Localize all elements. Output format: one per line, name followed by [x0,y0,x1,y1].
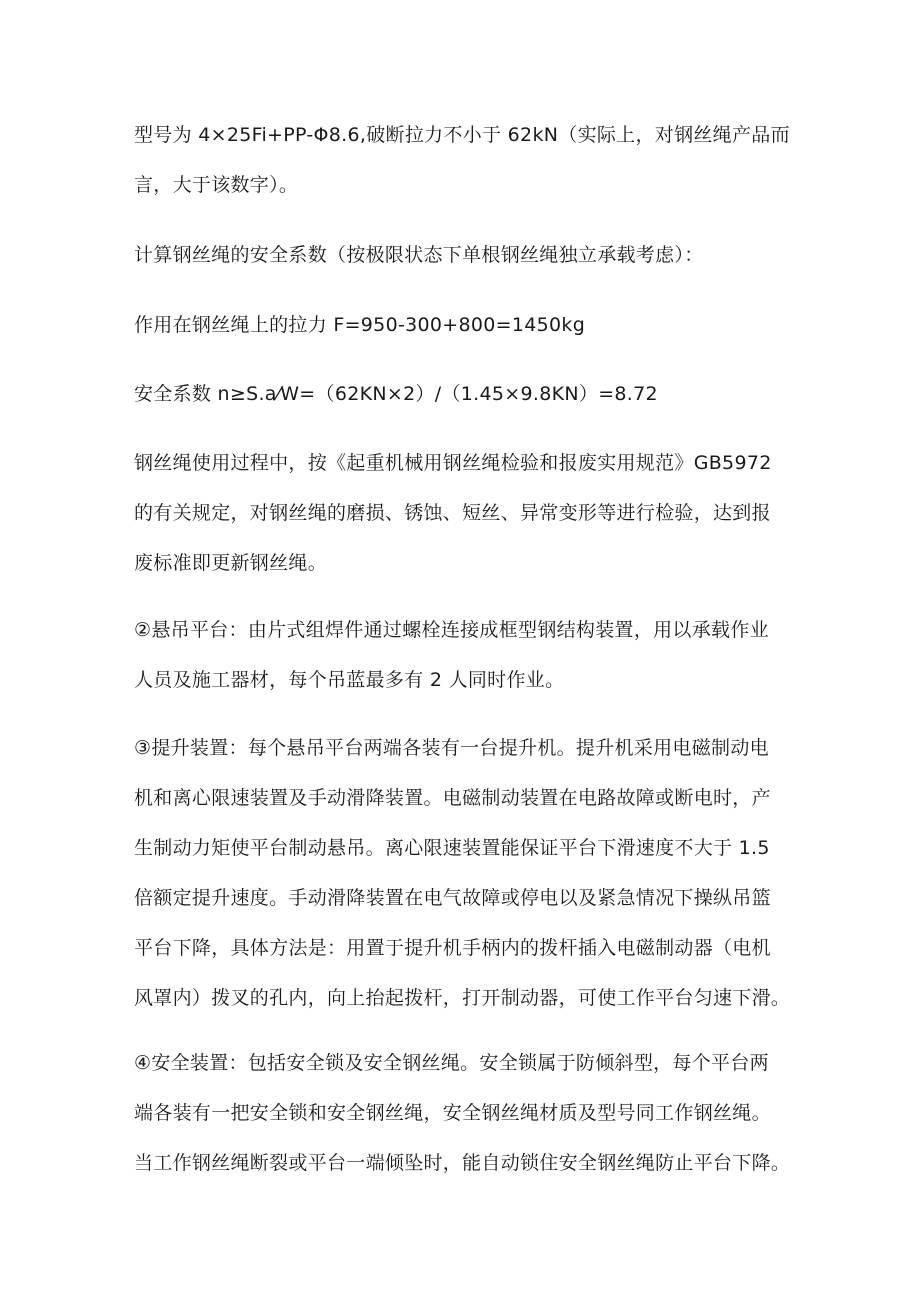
text-line: 计算钢丝绳的安全系数（按极限状态下单根钢丝绳独立承载考虑）： [134,244,704,266]
text-line: 机和离心限速装置及手动滑降装置。电磁制动装置在电路故障或断电时，产 [134,787,771,809]
text-line: 倍额定提升速度。手动滑降装置在电气故障或停电以及紧急情况下操纵吊篮 [134,887,771,909]
text-line: 钢丝绳使用过程中，按《起重机械用钢丝绳检验和报废实用规范》GB5972 [134,452,772,474]
paragraph-wire-rope-model [134,110,794,210]
text-line: 当工作钢丝绳断裂或平台一端倾坠时，能自动锁住安全钢丝绳防止平台下降。 [134,1152,791,1174]
paragraph-safety-factor-intro [134,230,794,280]
paragraph-inspection-standard [134,438,794,588]
text-line: 端各装有一把安全锁和安全钢丝绳，安全钢丝绳材质及型号同工作钢丝绳。 [134,1102,771,1124]
text-line: ④安全装置：包括安全锁及安全钢丝绳。安全锁属于防倾斜型，每个平台两 [134,1052,769,1074]
paragraph-lifting-device [134,723,794,1023]
text-line: 型号为 4×25Fi+PP-Φ8.6,破断拉力不小于 62kN（实际上，对钢丝绳产品而 [134,124,790,146]
text-line: 人员及施工器材，每个吊蓝最多有 2 人同时作业。 [134,669,565,691]
text-line: 平台下降，具体方法是：用置于提升机手柄内的拨杆插入电磁制动器（电机 [134,937,771,959]
text-line: ②悬吊平台：由片式组焊件通过螺栓连接成框型钢结构装置，用以承载作业 [134,619,769,641]
paragraph-suspended-platform [134,605,794,705]
text-line: 安全系数 n≥S.a⁄W=（62KN×2）/（1.45×9.8KN）=8.72 [134,383,658,405]
paragraph-safety-factor-formula [134,369,794,419]
paragraph-tension-force [134,300,794,350]
text-line: 生制动力矩使平台制动悬吊。离心限速装置能保证平台下滑速度不大于 1.5 [134,837,770,859]
text-line: 风罩内）拨叉的孔内，向上抬起拨杆，打开制动器，可使工作平台匀速下滑。 [134,987,791,1009]
text-line: 废标准即更新钢丝绳。 [134,552,328,574]
text-line: 作用在钢丝绳上的拉力 F=950-300+800=1450kg [134,314,586,336]
text-line: 的有关规定，对钢丝绳的磨损、锈蚀、短丝、异常变形等进行检验，达到报 [134,502,771,524]
text-line: 言，大于该数字）。 [134,174,299,196]
paragraph-safety-device [134,1038,794,1188]
text-line: ③提升装置：每个悬吊平台两端各装有一台提升机。提升机采用电磁制动电 [134,737,769,759]
